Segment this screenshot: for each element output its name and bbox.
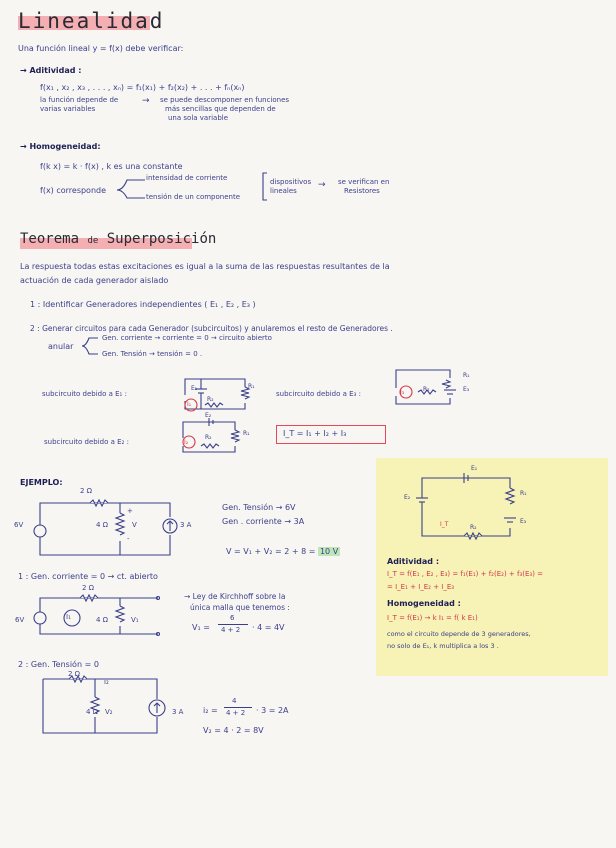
aditividad-label: → Aditividad : bbox=[20, 66, 82, 75]
case1-i1: I₁ bbox=[66, 613, 71, 621]
sub-e1-label: subcircuito debido a E₁ : bbox=[42, 390, 127, 398]
dispositivos-1: dispositivos bbox=[270, 178, 312, 186]
anular-branch-icon bbox=[80, 334, 100, 358]
case2-tail: · 3 = 2A bbox=[256, 706, 289, 715]
case2-frac-line bbox=[224, 707, 252, 708]
sub-e3-r2: R₂ bbox=[423, 386, 430, 393]
case2-v2-lbl: V₂ bbox=[105, 708, 113, 716]
case1-note-2: única malla que tenemos : bbox=[190, 603, 290, 612]
case2-i2: i₂ = bbox=[203, 706, 218, 715]
case1-circuit-diagram bbox=[30, 590, 170, 640]
branch-1: intensidad de corriente bbox=[146, 174, 228, 182]
note-circuit-diagram bbox=[400, 470, 520, 550]
result-1: se verifican en bbox=[338, 178, 390, 186]
sub-e3-r1: R₁ bbox=[463, 372, 470, 379]
aditividad-note-right-2: más sencillas que dependen de bbox=[165, 105, 276, 113]
sub-e1-i1: I₁ bbox=[187, 401, 192, 408]
case2-frac-num: 4 bbox=[232, 697, 237, 705]
ej-v-label: V bbox=[132, 521, 137, 529]
sub-e1-r1: R₁ bbox=[248, 383, 255, 390]
sub-e2-i2: I₂ bbox=[184, 439, 189, 446]
case2-frac-den: 4 + 2 bbox=[226, 709, 246, 717]
sub-e2-r2: R₂ bbox=[205, 434, 212, 441]
note-aditividad: Aditividad : bbox=[387, 557, 440, 566]
v-sum bbox=[226, 547, 340, 556]
sub-e3-i3: I₃ bbox=[400, 389, 405, 396]
note-homog-2: como el circuito depende de 3 generadores, bbox=[387, 630, 531, 638]
case-2: 2 : Gen. Tensión = 0 bbox=[18, 660, 99, 669]
linealidad-intro: Una función lineal y = f(x) debe verificar: bbox=[18, 44, 184, 53]
dispositivos-2: lineales bbox=[270, 187, 297, 195]
case1-r2: 2 Ω bbox=[82, 584, 95, 592]
case2-i2-lbl: i₂ bbox=[104, 678, 109, 686]
page-title: Linealidad bbox=[18, 9, 165, 33]
note-adit-2: = I_E₁ + I_E₂ + I_E₃ bbox=[387, 583, 455, 591]
fx-label: f(x) corresponde bbox=[40, 186, 107, 195]
case1-frac-den: 4 + 2 bbox=[221, 626, 241, 634]
teorema-title-b: de bbox=[87, 236, 99, 246]
note-r2: R₂ bbox=[470, 524, 477, 531]
subcircuit-e3-diagram bbox=[390, 368, 470, 408]
anular-2: Gen. Tensión → tensión = 0 . bbox=[102, 350, 203, 358]
sub-e1-e1: E₁ bbox=[191, 385, 198, 392]
case1-src-v: 6V bbox=[15, 616, 25, 624]
case2-v2: V₂ = 4 · 2 = 8V bbox=[203, 726, 264, 735]
minus-sign: - bbox=[127, 535, 130, 543]
teorema-desc-2: actuación de cada generador aislado bbox=[20, 276, 169, 285]
homogeneidad-label: → Homogeneidad: bbox=[20, 142, 101, 151]
subcircuit-e1-diagram bbox=[175, 375, 265, 415]
case1-note-1: → Ley de Kirchhoff sobre la bbox=[184, 592, 286, 601]
v-sum-text: V = V₁ + V₂ = 2 + 8 = bbox=[226, 547, 316, 556]
v-sum-result: 10 V bbox=[319, 547, 339, 556]
note-homog-3: no solo de E₁, k multiplica a los 3 . bbox=[387, 642, 499, 650]
note-r1: R₁ bbox=[520, 490, 527, 497]
note-adit-1: I_T = f(E₁ , E₂ , E₃) = f₁(E₁) + f₂(E₂) + f₃(E₃) = bbox=[387, 570, 544, 578]
aditividad-formula: f(x₁ , x₂ , x₃ , . . . , xₙ) = f₁(x₁) + f₂(x₂) + . . . + fₙ(xₙ) bbox=[40, 83, 245, 92]
sub-e3-label: subcircuito debido a E₃ : bbox=[276, 390, 361, 398]
note-e2: E₂ bbox=[404, 494, 411, 501]
ej-r4: 4 Ω bbox=[96, 521, 109, 529]
ej-src-a: 3 A bbox=[180, 521, 192, 529]
note-it: I_T bbox=[440, 521, 449, 528]
arrow-icon: → bbox=[142, 96, 150, 106]
teorema-title-a: Teorema bbox=[20, 231, 80, 247]
teorema-desc-1: La respuesta todas estas excitaciones es igual a la suma de las respuestas resultantes de la bbox=[20, 262, 390, 271]
note-e1: E₁ bbox=[471, 465, 478, 472]
ej-r2: 2 Ω bbox=[80, 487, 93, 495]
note-e3: E₃ bbox=[520, 518, 527, 525]
teorema-title-c: Superposición bbox=[106, 231, 217, 247]
step-2: 2 : Generar circuitos para cada Generador (subcircuitos) y anularemos el resto de Generadores . bbox=[30, 324, 393, 333]
aditividad-note-right-3: una sola variable bbox=[168, 114, 229, 122]
plus-sign: + bbox=[127, 507, 133, 515]
gen-tension: Gen. Tensión → 6V bbox=[222, 503, 296, 512]
ejemplo-title: EJEMPLO: bbox=[20, 478, 63, 487]
teorema-title bbox=[20, 231, 216, 247]
anular-1: Gen. corriente → corriente = 0 → circuito abierto bbox=[102, 334, 272, 342]
anular-label: anular bbox=[48, 342, 74, 351]
case2-circuit-diagram bbox=[35, 675, 185, 735]
case1-frac-line bbox=[218, 624, 248, 625]
case1-r4: 4 Ω bbox=[96, 616, 109, 624]
step-1: 1 : Identificar Generadores independientes ( E₁ , E₂ , E₃ ) bbox=[30, 300, 256, 309]
sum-formula: I_T = I₁ + I₂ + I₃ bbox=[283, 429, 347, 438]
ejemplo-circuit-diagram bbox=[30, 495, 230, 565]
case1-v1-lbl: V₁ bbox=[131, 616, 139, 624]
note-homogeneidad: Homogeneidad : bbox=[387, 599, 461, 608]
sub-e1-r2: R₂ bbox=[207, 396, 214, 403]
case2-r2: 2 Ω bbox=[68, 670, 81, 678]
result-2: Resistores bbox=[344, 187, 380, 195]
case1-frac-num: 6 bbox=[230, 614, 235, 622]
aditividad-note-right-1: se puede descomponer en funciones bbox=[160, 96, 290, 104]
case2-src-a: 3 A bbox=[172, 708, 184, 716]
sub-e3-e3: E₃ bbox=[463, 386, 470, 393]
case2-r4: 4 Ω bbox=[86, 708, 99, 716]
aditividad-note-left-1: la función depende de bbox=[40, 96, 119, 104]
gen-corriente: Gen . corriente → 3A bbox=[222, 517, 305, 526]
homogeneidad-formula: f(k x) = k · f(x) , k es una constante bbox=[40, 162, 183, 171]
note-homog-1: I_T = f(E₁) → k I₁ = f( k E₁) bbox=[387, 614, 478, 622]
sub-e2-r1: R₁ bbox=[243, 430, 250, 437]
case1-tail: · 4 = 4V bbox=[252, 623, 285, 632]
case1-v1: V₁ = bbox=[192, 623, 210, 632]
bracket-icon bbox=[262, 172, 268, 202]
sub-e2-label: subcircuito debido a E₂ : bbox=[44, 438, 129, 446]
arrow-icon: → bbox=[318, 180, 326, 190]
branch-2: tensión de un componente bbox=[146, 193, 241, 201]
aditividad-note-left-2: varias variables bbox=[40, 105, 96, 113]
case-1: 1 : Gen. corriente = 0 → ct. abierto bbox=[18, 572, 158, 581]
ej-src-v: 6V bbox=[14, 521, 24, 529]
sub-e2-e2: E₂ bbox=[205, 412, 212, 419]
